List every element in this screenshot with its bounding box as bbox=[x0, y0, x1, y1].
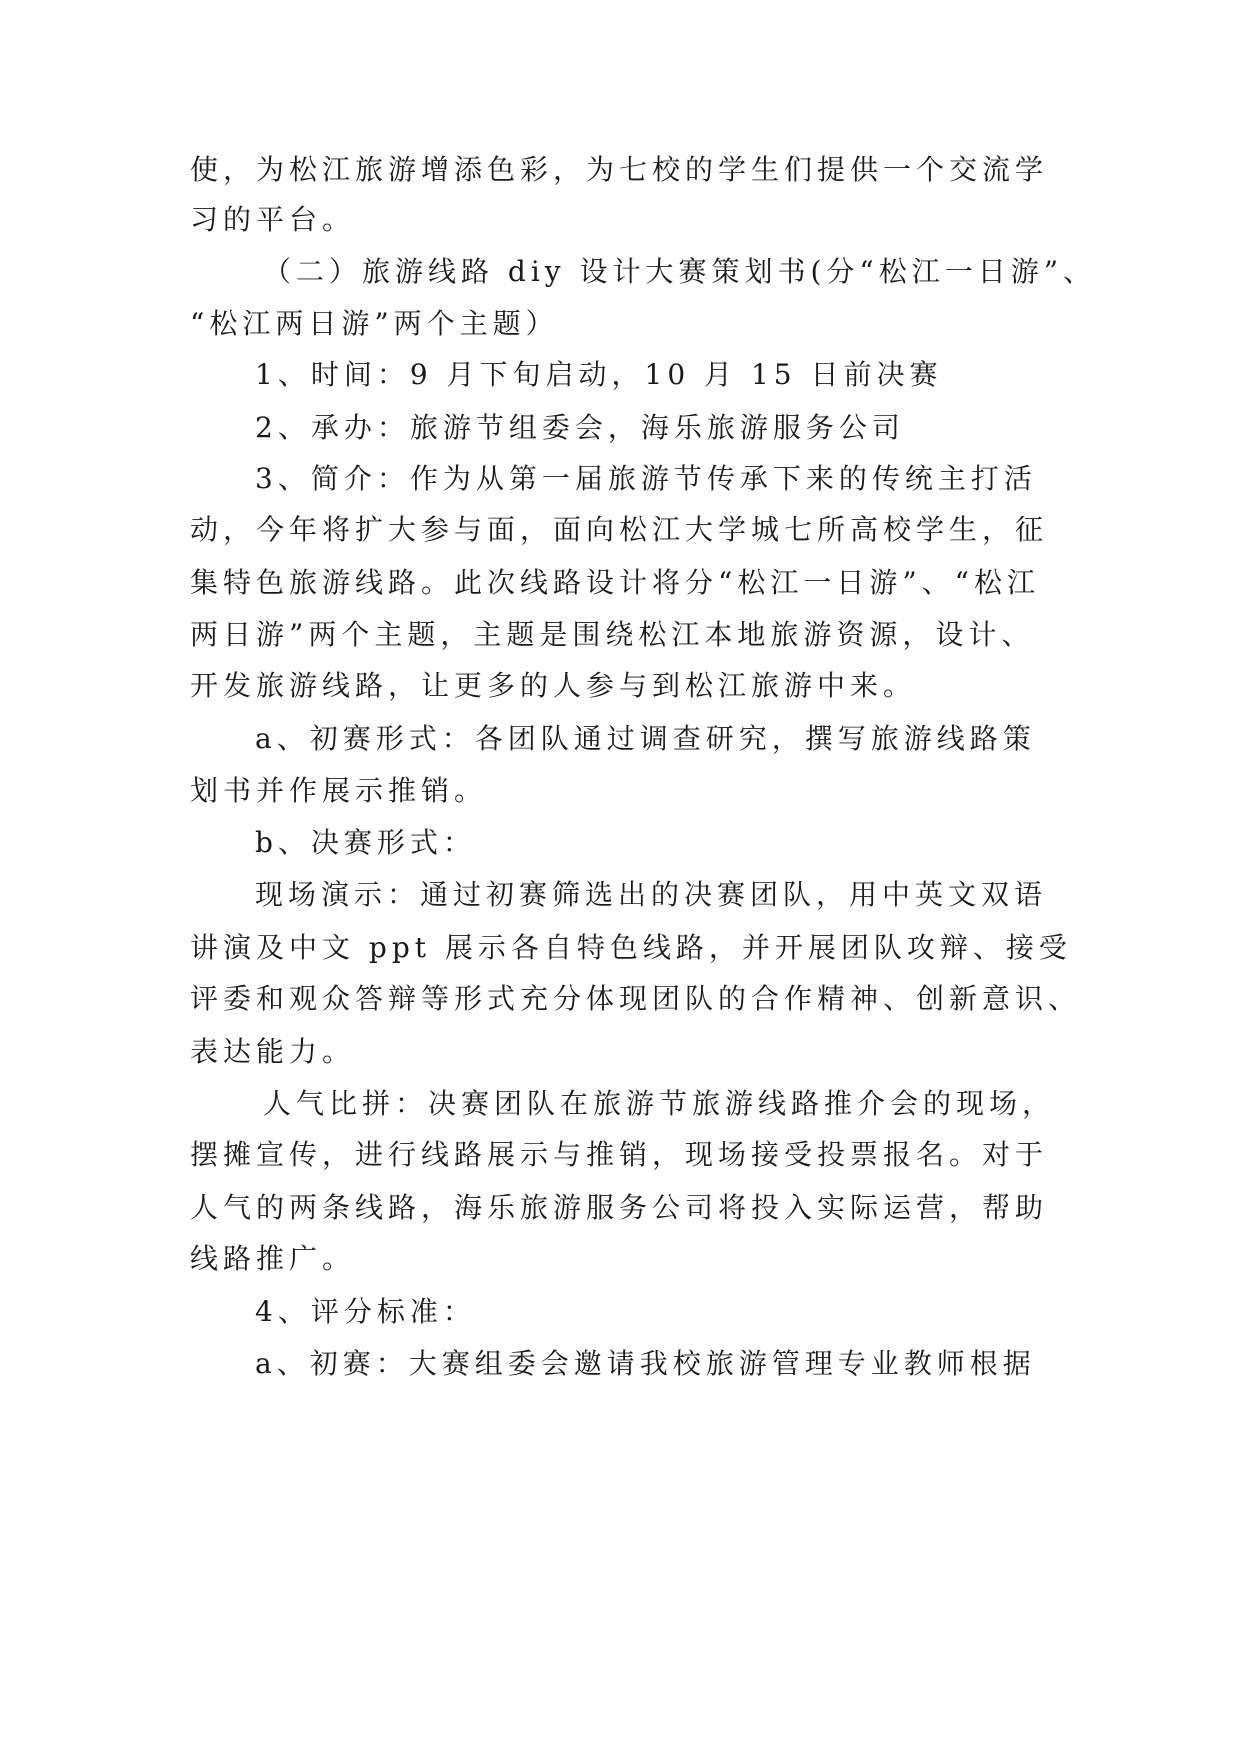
text-line: 人气的两条线路，海乐旅游服务公司将投入实际运营，帮助 bbox=[190, 1191, 1049, 1224]
text-line: 人气比拼：决赛团队在旅游节旅游线路推介会的现场， bbox=[263, 1087, 1056, 1120]
text-line: 使，为松江旅游增添色彩，为七校的学生们提供一个交流学 bbox=[190, 153, 1049, 186]
text-line: 习的平台。 bbox=[190, 203, 356, 236]
text-line: 2、承办：旅游节组委会，海乐旅游服务公司 bbox=[255, 411, 905, 444]
text-line: 讲演及中文 ppt 展示各自特色线路，并开展团队攻辩、接受 bbox=[190, 931, 1072, 964]
text-line: 线路推广。 bbox=[190, 1242, 356, 1275]
text-line: b、决赛形式： bbox=[255, 826, 476, 859]
text-line: “松江两日游”两个主题） bbox=[190, 307, 559, 340]
text-line: 现场演示：通过初赛筛选出的决赛团队，用中英文双语 bbox=[255, 878, 1048, 911]
text-line: 评委和观众答辩等形式充分体现团队的合作精神、创新意识、 bbox=[190, 982, 1082, 1015]
text-line: 动，今年将扩大参与面，面向松江大学城七所高校学生，征 bbox=[190, 513, 1049, 546]
text-line: a、初赛形式：各团队通过调查研究，撰写旅游线路策 bbox=[255, 722, 1036, 755]
text-line: 摆摊宣传，进行线路展示与推销，现场接受投票报名。对于 bbox=[190, 1138, 1049, 1171]
text-line: 3、简介：作为从第一届旅游节传承下来的传统主打活 bbox=[255, 462, 1037, 495]
text-line: 表达能力。 bbox=[190, 1035, 356, 1068]
text-line: a、初赛：大赛组委会邀请我校旅游管理专业教师根据 bbox=[255, 1347, 1036, 1380]
text-line: 两日游”两个主题，主题是围绕松江本地旅游资源，设计、 bbox=[190, 618, 1035, 651]
text-line: 划书并作展示推销。 bbox=[190, 774, 488, 807]
text-line: 集特色旅游线路。此次线路设计将分“松江一日游”、“松江 bbox=[190, 566, 1040, 599]
text-line: 4、评分标准： bbox=[255, 1295, 476, 1328]
text-line: （二）旅游线路 diy 设计大赛策划书(分“松江一日游”、 bbox=[263, 255, 1097, 288]
text-line: 开发旅游线路，让更多的人参与到松江旅游中来。 bbox=[190, 669, 917, 702]
text-line: 1、时间：9 月下旬启动，10 月 15 日前决赛 bbox=[255, 358, 943, 391]
